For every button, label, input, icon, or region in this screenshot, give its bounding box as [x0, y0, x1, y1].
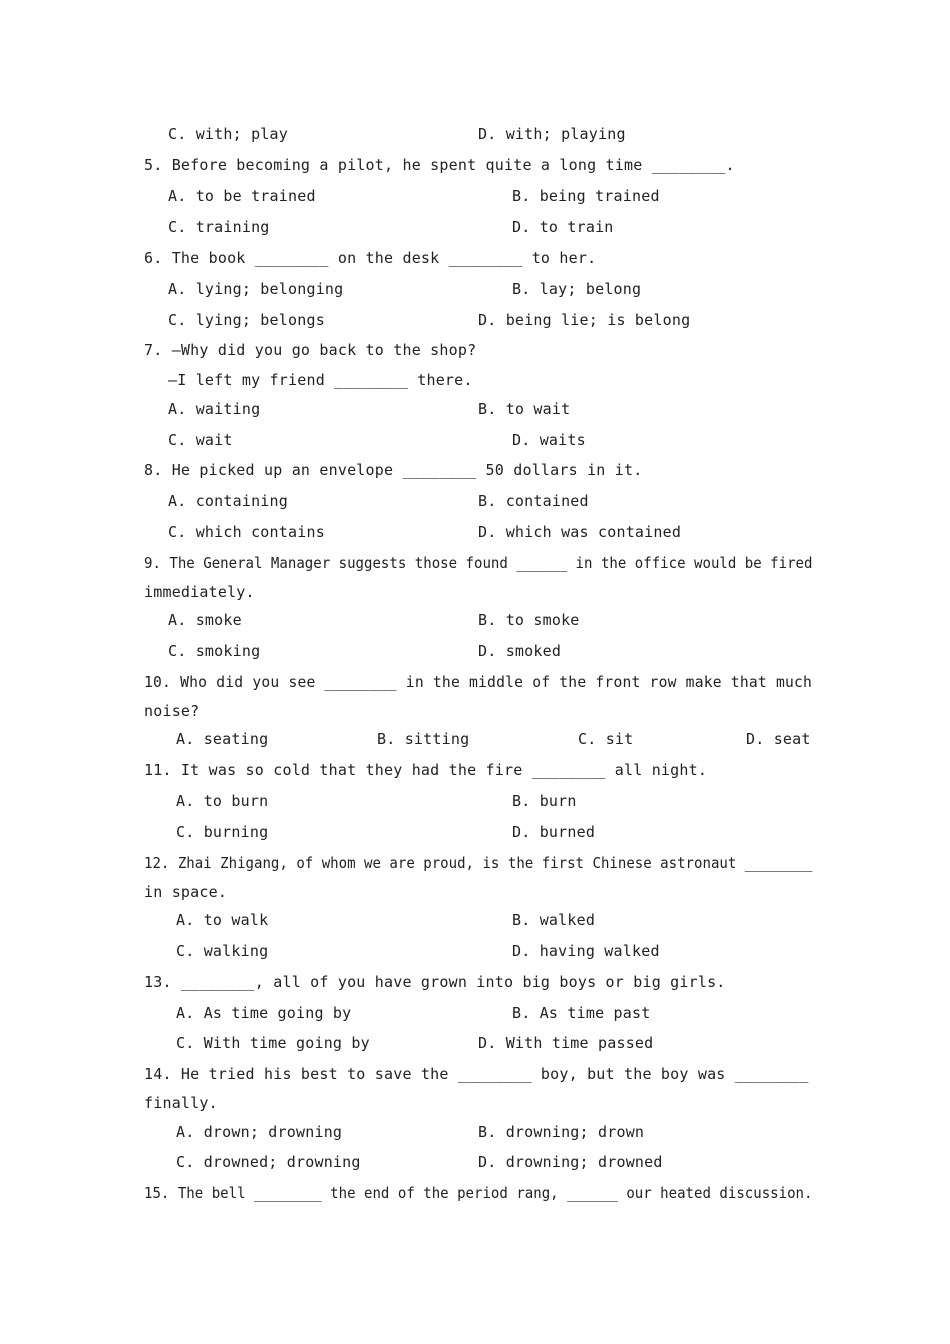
option-c: C. drowned; drowning — [176, 1153, 361, 1171]
option-c: C. wait — [168, 431, 233, 449]
question-8: 8. He picked up an envelope ________ 50 dollars in it. — [144, 461, 643, 479]
option-a: A. to walk — [176, 911, 269, 929]
option-d: D. smoked — [478, 642, 562, 660]
question-12-continued: in space. — [144, 883, 228, 901]
option-d: D. with; playing — [478, 125, 626, 143]
question-9: 9. The General Manager suggests those found ______ in the office would be fired — [144, 554, 813, 572]
option-b: B. sitting — [377, 730, 470, 748]
question-5: 5. Before becoming a pilot, he spent quite a long time ________. — [144, 156, 735, 174]
option-a: A. to be trained — [168, 187, 316, 205]
option-b: B. contained — [478, 492, 589, 510]
option-c: C. which contains — [168, 523, 325, 541]
option-a: A. waiting — [168, 400, 261, 418]
option-b: B. drowning; drown — [478, 1123, 645, 1141]
option-d: D. being lie; is belong — [478, 311, 691, 329]
option-c: C. with; play — [168, 125, 288, 143]
option-c: C. lying; belongs — [168, 311, 325, 329]
option-d: D. which was contained — [478, 523, 682, 541]
question-14-continued: finally. — [144, 1094, 218, 1112]
question-15: 15. The bell ________ the end of the period rang, ______ our heated discussion. — [144, 1184, 813, 1202]
option-d: D. having walked — [512, 942, 660, 960]
option-d: D. seat — [746, 730, 811, 748]
option-b: B. walked — [512, 911, 596, 929]
question-11: 11. It was so cold that they had the fire ________ all night. — [144, 761, 708, 779]
question-14: 14. He tried his best to save the ________ boy, but the boy was ________ — [144, 1065, 809, 1083]
option-c: C. burning — [176, 823, 269, 841]
option-a: A. seating — [176, 730, 269, 748]
question-12: 12. Zhai Zhigang, of whom we are proud, is the first Chinese astronaut ________ — [144, 854, 813, 872]
question-13: 13. ________, all of you have grown into big boys or big girls. — [144, 973, 726, 991]
option-a: A. lying; belonging — [168, 280, 344, 298]
question-7: 7. —Why did you go back to the shop? — [144, 341, 477, 359]
option-a: A. As time going by — [176, 1004, 352, 1022]
option-c: C. walking — [176, 942, 269, 960]
option-c: C. With time going by — [176, 1034, 370, 1052]
question-6: 6. The book ________ on the desk ________ to her. — [144, 249, 597, 267]
option-a: A. to burn — [176, 792, 269, 810]
option-b: B. lay; belong — [512, 280, 642, 298]
option-b: B. to smoke — [478, 611, 580, 629]
option-a: A. smoke — [168, 611, 242, 629]
option-d: D. burned — [512, 823, 596, 841]
option-a: A. drown; drowning — [176, 1123, 343, 1141]
question-9-continued: immediately. — [144, 583, 255, 601]
option-c: C. training — [168, 218, 270, 236]
question-10-continued: noise? — [144, 702, 200, 720]
question-10: 10. Who did you see ________ in the middle of the front row make that much — [144, 673, 813, 691]
option-a: A. containing — [168, 492, 288, 510]
option-d: D. drowning; drowned — [478, 1153, 663, 1171]
option-b: B. As time past — [512, 1004, 651, 1022]
option-b: B. burn — [512, 792, 577, 810]
option-d: D. waits — [512, 431, 586, 449]
option-d: D. With time passed — [478, 1034, 654, 1052]
option-b: B. being trained — [512, 187, 660, 205]
question-7-reply: —I left my friend ________ there. — [168, 371, 473, 389]
option-d: D. to train — [512, 218, 614, 236]
option-c: C. sit — [578, 730, 634, 748]
option-b: B. to wait — [478, 400, 571, 418]
option-c: C. smoking — [168, 642, 261, 660]
